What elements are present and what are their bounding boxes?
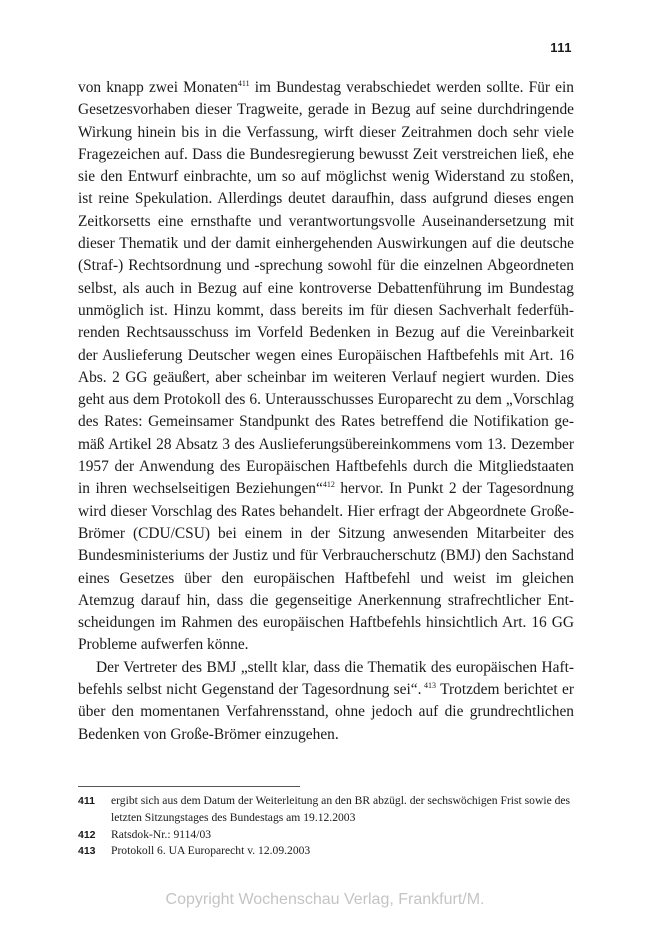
paragraph-1-part-3: hervor. In Punkt 2 der Tagesordnung wird dieser Vorschlag des Rates behandelt. Hier erfragt der Abgeordnete Große-Brömer (CDU/CSU) bei einem in der Sitzung anwesenden Mitarbeiter des Bundesministeriums der Justiz und für Verbraucherschutz (BMJ) den Sachstand eines Gesetzes über den europäischen Haftbefehl und weist im gleichen Atemzug darauf hin, dass die gegenseitige Anerkennung strafrechtlicher Entscheidungen im Rahmen des europäischen Haftbefehls hinsichtlich Art. 16 GG Probleme aufwerfen könne. [78,480,574,654]
paragraph-1-part-2: im Bundestag verabschiedet werden sollte. Für ein Gesetzesvorhaben dieser Tragweite, gerade in Bezug auf seine durchdringende Wirkung hinein bis in die Verfassung, wirft dieser Zeitrahmen doch sehr viele Fragezeichen auf. Dass die Bundesregierung bewusst Zeit verstreichen ließ, ehe sie den Entwurf einbrachte, um so auf möglichst wenig Widerstand zu stoßen, ist reine Spekulation. Allerdings deutet daraufhin, dass aufgrund dieses engen Zeitkorsetts eine ernsthafte und verantwortungsvolle Auseinandersetzung mit dieser Thematik und der damit einhergehenden Auswirkungen auf die deutsche (Straf-) Rechtsordnung und -sprechung sowohl für die einzelnen Abgeordneten selbst, als auch in Bezug auf eine kontroverse Debattenführung im Bundestag unmöglich ist. Hinzu kommt, dass bereits im für diesen Sachverhalt federführenden Rechtsausschuss im Vorfeld Bedenken in Bezug auf die Vereinbarkeit der Auslieferung Deutscher wegen eines Europäischen Haftbefehls mit Art. 16 Abs. 2 GG geäußert, aber scheinbar im weiteren Verlauf negiert wurden. Dies geht aus dem Protokoll des 6. Unterausschusses Europarecht zu dem „Vorschlag des Rates: Gemeinsamer Standpunkt des Rates betreffend die Notifikation gemäß Artikel 28 Absatz 3 des Auslieferungsübereinkommens vom 13. Dezember 1957 der Anwendung des Europäischen Haftbefehls durch die Mitgliedstaaten in ihren wechselseitigen Beziehungen“ [78,79,574,498]
page-number: 111 [550,40,572,55]
footnote-ref-413[interactable]: 413 [421,681,437,691]
footnote-text: ergibt sich aus dem Datum der Weiterleitung an den BR abzügl. der sechswöchigen Frist sowie des letzten Sitzungstages des Bundestags am 19.12.2003 [111,794,571,824]
paragraph-2-part-1: Der Vertreter des BMJ „stellt klar, dass die Thematik des europäischen Haftbefehls selbst nicht Gegenstand der Tagesordnung sei“. [78,658,574,699]
footnote-ref-412[interactable]: 412 [322,480,335,490]
footnote-text: Protokoll 6. UA Europarecht v. 12.09.2003 [111,844,311,858]
body-text [78,77,574,746]
copyright-watermark: Copyright Wochenschau Verlag, Frankfurt/M. [165,891,485,908]
footnote-ref-411[interactable]: 411 [237,79,250,88]
paragraph-2-part-2: Trotzdem berichtet er über den momentanen Verfahrensstand, ohne jedoch auf die grundrechtlichen Bedenken von Große-Brömer einzugehen. [78,681,575,743]
footnote-413 [78,843,588,860]
footnote-number: 411 [78,795,95,807]
footnote-text: Ratsdok-Nr.: 9114/03 [111,827,212,841]
footnote-number: 412 [78,828,96,841]
footnote-number: 413 [78,845,96,858]
paragraph-1 [78,77,574,657]
footnote-411 [78,793,588,827]
footnote-412 [78,827,588,844]
footnote-divider [78,786,300,787]
paragraph-1-part-1: von knapp zwei Monaten [78,79,238,96]
footnotes [78,793,588,860]
paragraph-2 [78,657,574,746]
